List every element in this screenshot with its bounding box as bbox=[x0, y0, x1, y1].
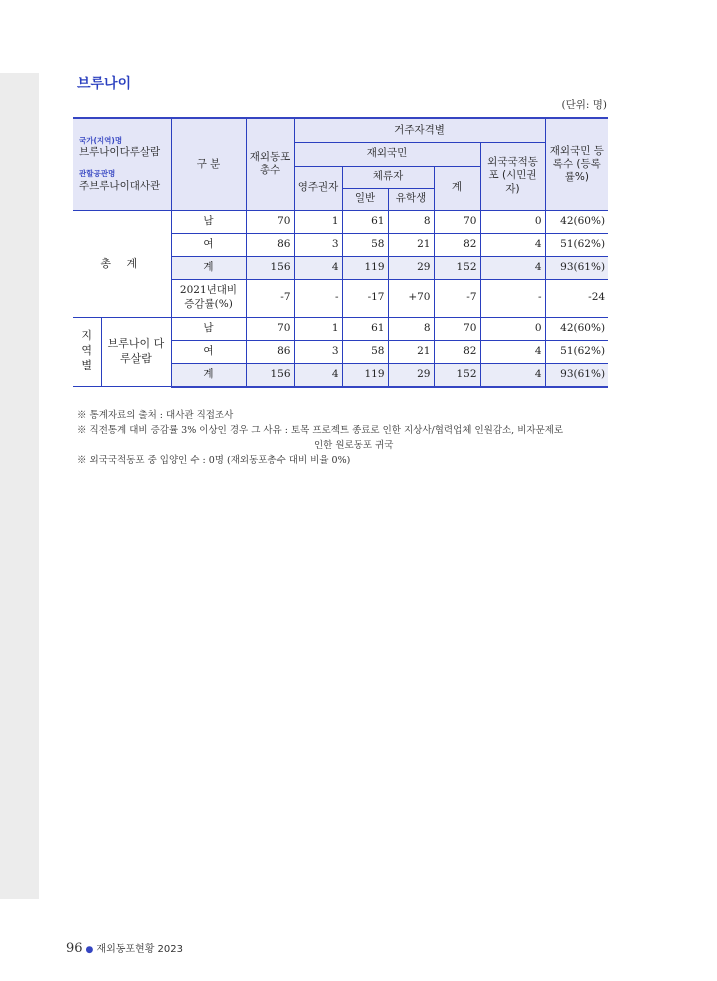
cell-permanent: 1 bbox=[294, 317, 342, 340]
cell-permanent: 4 bbox=[294, 256, 342, 279]
bullet-icon: ● bbox=[85, 945, 94, 955]
cell-total: 156 bbox=[246, 363, 294, 387]
region-group-text: 지 역 별 bbox=[81, 329, 93, 373]
cell-student: 8 bbox=[388, 317, 434, 340]
cell-registered: -24 bbox=[545, 279, 608, 317]
cell-foreign: - bbox=[480, 279, 545, 317]
cell-subtotal: 82 bbox=[434, 233, 480, 256]
cell-student: 21 bbox=[388, 340, 434, 363]
subtotal-header: 계 bbox=[434, 166, 480, 210]
permanent-header: 영주권자 bbox=[294, 166, 342, 210]
cell-total: 86 bbox=[246, 233, 294, 256]
page-number: 96 bbox=[66, 941, 83, 956]
country-label: 국가(지역)명 bbox=[79, 135, 123, 145]
cell-subtotal: -7 bbox=[434, 279, 480, 317]
row-category: 2021년대비 증감률(%) bbox=[171, 279, 246, 317]
cell-permanent: 1 bbox=[294, 210, 342, 233]
cell-student: 29 bbox=[388, 363, 434, 387]
cell-general: 58 bbox=[342, 340, 388, 363]
residence-header: 거주자격별 bbox=[294, 118, 545, 142]
cell-subtotal: 70 bbox=[434, 317, 480, 340]
country-header-cell bbox=[73, 118, 171, 210]
total-header: 재외동포 총수 bbox=[246, 118, 294, 210]
cell-student: +70 bbox=[388, 279, 434, 317]
page-title: 브루나이 bbox=[77, 76, 132, 92]
cell-registered: 51(62%) bbox=[545, 233, 608, 256]
cell-student: 21 bbox=[388, 233, 434, 256]
cell-permanent: 3 bbox=[294, 340, 342, 363]
registered-header: 재외국민 등록수 (등록률%) bbox=[545, 118, 608, 210]
mission-label: 관할공관명 bbox=[79, 169, 116, 179]
cell-total: 70 bbox=[246, 317, 294, 340]
nationals-header: 재외국민 bbox=[294, 142, 480, 166]
cell-permanent: 3 bbox=[294, 233, 342, 256]
cell-general: 119 bbox=[342, 256, 388, 279]
cell-permanent: - bbox=[294, 279, 342, 317]
note-source: ※ 통계자료의 출처 : 대사관 직접조사 bbox=[77, 410, 234, 421]
cell-total: -7 bbox=[246, 279, 294, 317]
cell-foreign: 4 bbox=[480, 340, 545, 363]
region-group-label bbox=[73, 317, 101, 387]
page-footer bbox=[66, 940, 183, 956]
table-notes bbox=[77, 408, 563, 468]
mission-value: 주브루나이대사관 bbox=[79, 179, 161, 192]
cell-general: 61 bbox=[342, 317, 388, 340]
cell-foreign: 4 bbox=[480, 256, 545, 279]
cell-foreign: 4 bbox=[480, 363, 545, 387]
total-group-label: 총 계 bbox=[73, 210, 171, 317]
note-change-reason-cont: 인한 원로동포 귀국 bbox=[314, 440, 394, 451]
region-name: 브루나이 다루살람 bbox=[101, 317, 171, 387]
cell-registered: 42(60%) bbox=[545, 210, 608, 233]
cell-registered: 51(62%) bbox=[545, 340, 608, 363]
note-adoptees: ※ 외국국적동포 중 입양인 수 : 0명 (재외동포총수 대비 비율 0%) bbox=[77, 455, 351, 466]
student-header: 유학생 bbox=[388, 188, 434, 210]
cell-student: 29 bbox=[388, 256, 434, 279]
cell-foreign: 0 bbox=[480, 317, 545, 340]
cell-subtotal: 82 bbox=[434, 340, 480, 363]
row-category: 계 bbox=[171, 256, 246, 279]
cell-total: 70 bbox=[246, 210, 294, 233]
foreign-header: 외국국적동포 (시민권자) bbox=[480, 142, 545, 210]
row-category: 남 bbox=[171, 210, 246, 233]
cell-registered: 93(61%) bbox=[545, 363, 608, 387]
cell-subtotal: 152 bbox=[434, 363, 480, 387]
cell-foreign: 0 bbox=[480, 210, 545, 233]
row-category: 계 bbox=[171, 363, 246, 387]
statistics-table bbox=[73, 117, 608, 388]
cell-subtotal: 152 bbox=[434, 256, 480, 279]
cell-registered: 42(60%) bbox=[545, 317, 608, 340]
cell-foreign: 4 bbox=[480, 233, 545, 256]
cell-general: 58 bbox=[342, 233, 388, 256]
cell-student: 8 bbox=[388, 210, 434, 233]
cell-total: 86 bbox=[246, 340, 294, 363]
cell-total: 156 bbox=[246, 256, 294, 279]
cell-general: 61 bbox=[342, 210, 388, 233]
category-header: 구 분 bbox=[171, 118, 246, 210]
side-margin-bar bbox=[0, 73, 39, 899]
row-category: 남 bbox=[171, 317, 246, 340]
row-category: 여 bbox=[171, 233, 246, 256]
cell-subtotal: 70 bbox=[434, 210, 480, 233]
row-category: 여 bbox=[171, 340, 246, 363]
book-title: 재외동포현황 2023 bbox=[96, 944, 183, 955]
note-change-reason: ※ 직전통계 대비 증감률 3% 이상인 경우 그 사유 : 토목 프로젝트 종료로 인한 지상사/협력업체 인원감소, 비자문제로 bbox=[77, 425, 564, 436]
cell-general: 119 bbox=[342, 363, 388, 387]
stay-header: 체류자 bbox=[342, 166, 434, 188]
cell-general: -17 bbox=[342, 279, 388, 317]
unit-label: (단위: 명) bbox=[561, 99, 607, 111]
cell-permanent: 4 bbox=[294, 363, 342, 387]
country-value: 브루나이다루살람 bbox=[79, 146, 161, 159]
cell-registered: 93(61%) bbox=[545, 256, 608, 279]
general-header: 일반 bbox=[342, 188, 388, 210]
